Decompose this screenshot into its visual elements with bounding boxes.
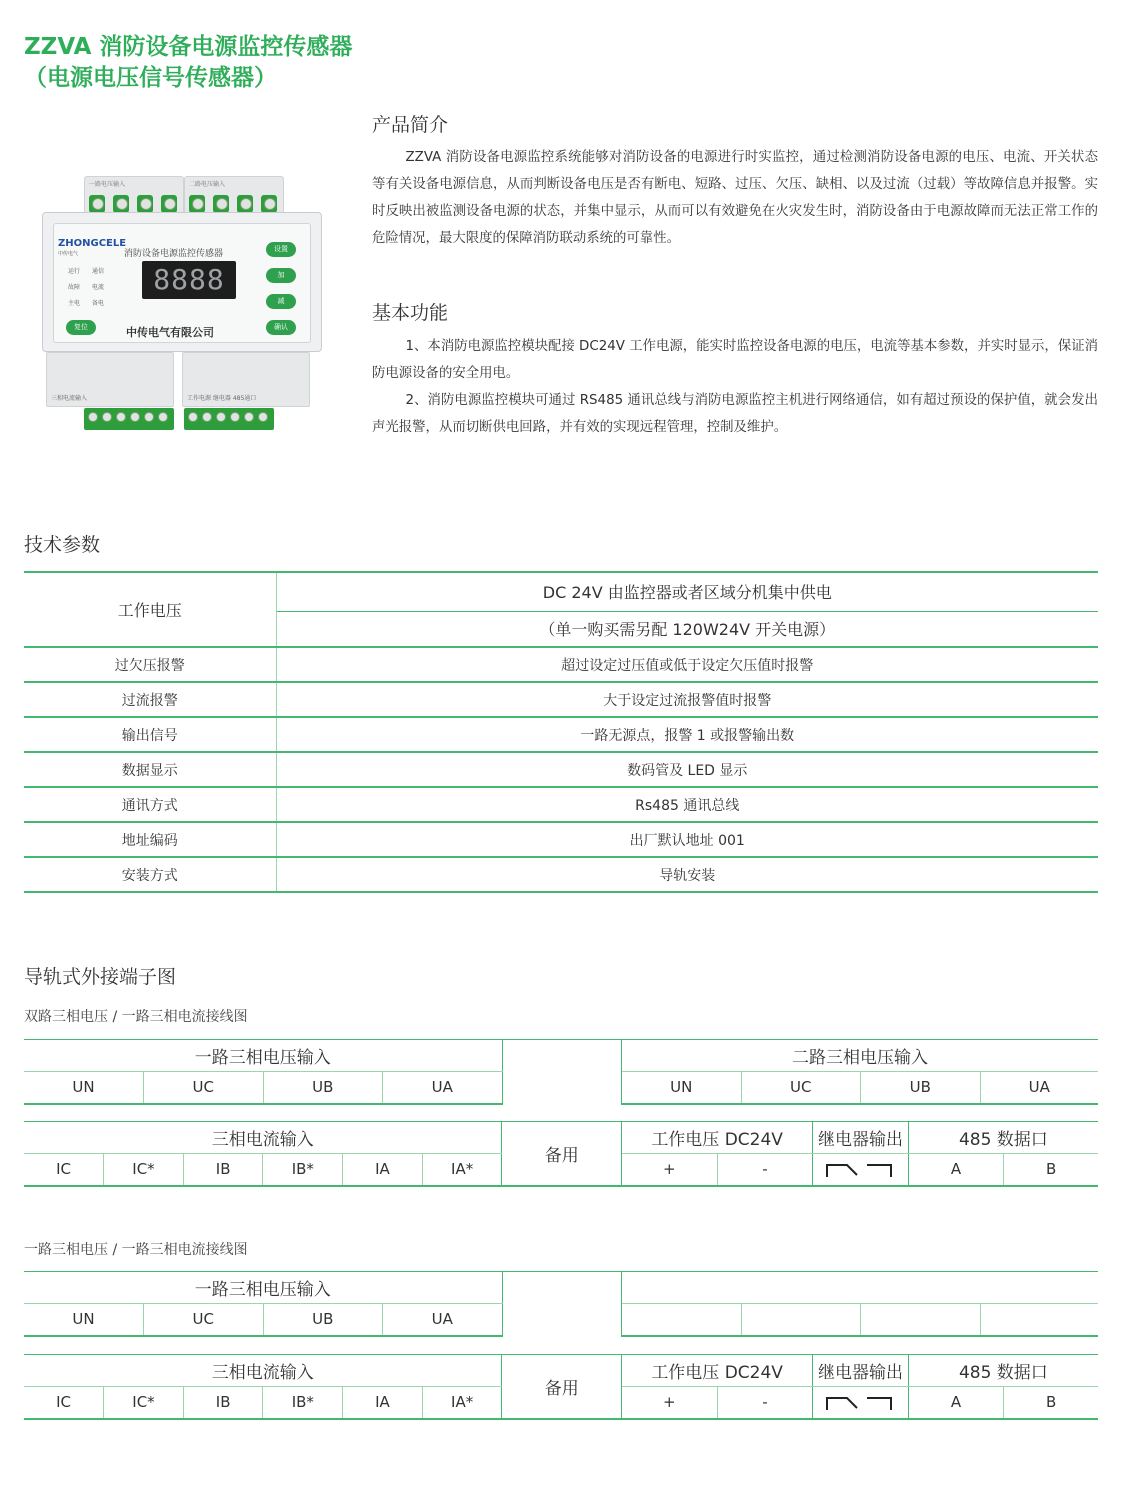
terminal-label: IA [343,1154,423,1186]
function-item-1: 1、本消防电源监控模块配接 DC24V 工作电源，能实时监控设备电源的电压，电流等基本参数，并实时显示，保证消防电源设备的安全用电。 [372,339,1098,381]
bottom-terminal-row-left [84,408,174,430]
terminal-label: IA* [422,1154,502,1186]
terminal-label: - [717,1154,813,1186]
voltage-2-head: 二路三相电压输入 [622,1040,1099,1072]
device-plus-button: 加 [266,268,296,283]
terminal-screw [113,195,129,213]
terminal-label: IA* [422,1387,502,1419]
device-name: 消防设备电源监控传感器 [124,249,224,259]
param-label: 通讯方式 [24,787,276,822]
power-head: 工作电压 DC24V [622,1355,813,1387]
terminal-screw [161,195,177,213]
terminal-screw [213,195,229,213]
terminal-screw [137,195,153,213]
terminal-label: A [908,1387,1004,1419]
terminal-label: UB [861,1072,981,1104]
params-heading: 技术参数 [24,534,101,556]
diagram-2-title: 一路三相电压 / 一路三相电流接线图 [24,1242,248,1258]
empty-cell [861,1304,981,1336]
relay-head: 继电器输出 [813,1355,909,1387]
param-label: 地址编码 [24,822,276,857]
terminal-screw [89,195,105,213]
diagram-1-current-table [24,1121,1098,1187]
terminal-label: UA [980,1072,1098,1104]
terminal-label: IC* [104,1154,184,1186]
terminal-label: - [717,1387,813,1419]
intro-text: ZZVA 消防设备电源监控系统能够对消防设备的电源进行时实监控，通过检测消防设备电源的电压、电流、开关状态等有关设备电源信息，从而判断设备电压是否有断电、短路、过压、欠压、缺相、以及过流（过载）等故障信息并报警。实时反映出被监测设备电源的状态，并集中显示，从而可以有效避免在火灾发生时，消防设备由于电源故障而无法正常工作的危险情况，最大限度的保障消防联动系统的可靠性。 [372,150,1098,246]
param-value: 大于设定过流报警值时报警 [276,682,1098,717]
top-right-terminal-label: 二路电压输入 [189,181,226,188]
power-head: 工作电压 DC24V [622,1122,813,1154]
empty-cell [980,1304,1098,1336]
terminal-label: A [908,1154,1004,1186]
relay-symbol [813,1387,909,1419]
terminal-label: + [622,1387,718,1419]
terminal-screw [261,195,277,213]
param-label: 过欠压报警 [24,647,276,682]
table-row [24,857,1098,892]
param-value: （单一购买需另配 120W24V 开关电源） [276,611,1098,647]
terminal-label: UN [24,1304,144,1336]
table-row [24,572,1098,611]
spare-label: 备用 [502,1355,622,1419]
brand-logo-sub: 中传电气 [58,251,79,257]
param-label: 过流报警 [24,682,276,717]
param-label: 安装方式 [24,857,276,892]
terminal-screw [237,195,253,213]
param-value: Rs485 通讯总线 [276,787,1098,822]
terminal-label: IC [24,1387,104,1419]
led-label: 故障 [68,284,81,291]
top-right-terminal-block [184,176,284,216]
device-bottom [46,352,318,437]
terminal-label: UA [383,1072,503,1104]
param-value: 导轨安装 [276,857,1098,892]
bottom-right-label: 工作电源 继电器 485通口 [187,395,257,402]
empty-cell [741,1304,861,1336]
intro-heading: 产品简介 [372,114,449,136]
relay-contact-icon [825,1395,895,1411]
spare-label: 备用 [502,1122,622,1186]
title-line-1: ZZVA 消防设备电源监控传感器 [24,34,353,60]
diagram-2-voltage-table [24,1271,1098,1337]
diagram-2-current-table [24,1354,1098,1420]
led-label: 运行 [68,268,81,275]
terminal-label: + [622,1154,718,1186]
param-value: 一路无源点，报警 1 或报警输出数 [276,717,1098,752]
bottom-terminal-row-right [184,408,274,430]
page-title [24,32,352,94]
terminal-screw [189,195,205,213]
device-confirm-button: 确认 [266,320,296,335]
terminal-label: UB [263,1072,383,1104]
terminal-label: UN [24,1072,144,1104]
terminal-label: IB* [263,1387,343,1419]
device-company: 中传电气有限公司 [126,326,214,339]
terminal-label: IB [183,1387,263,1419]
param-value: 超过设定过压值或低于设定欠压值时报警 [276,647,1098,682]
diagram-1-title: 双路三相电压 / 一路三相电流接线图 [24,1009,248,1025]
led-label: 备电 [92,300,105,307]
title-line-2: （电源电压信号传感器） [24,65,277,91]
rs485-head: 485 数据口 [908,1355,1098,1387]
product-image [38,172,326,437]
voltage-1-head: 一路三相电压输入 [24,1272,502,1304]
terminal-label: UN [622,1072,742,1104]
terminal-label: B [1004,1154,1098,1186]
diagram-1-voltage-table [24,1039,1098,1105]
empty-cell [622,1304,742,1336]
terminal-label: B [1004,1387,1098,1419]
functions-heading: 基本功能 [372,302,449,324]
table-row [24,787,1098,822]
wiring-heading: 导轨式外接端子图 [24,966,177,988]
device-body [42,212,322,352]
terminal-label: UC [741,1072,861,1104]
param-label: 数据显示 [24,752,276,787]
table-row [24,717,1098,752]
rs485-head: 485 数据口 [908,1122,1098,1154]
relay-symbol [813,1154,909,1186]
param-value: 数码管及 LED 显示 [276,752,1098,787]
function-item-2: 2、消防电源监控模块可通过 RS485 通讯总线与消防电源监控主机进行网络通信，如有超过预设的保护值，就会发出声光报警，从而切断供电回路，并有效的实现远程管理，控制及维护。 [372,393,1098,435]
current-head: 三相电流输入 [24,1355,502,1387]
param-value: 出厂默认地址 001 [276,822,1098,857]
top-left-terminal-label: 一路电压输入 [89,181,126,188]
terminal-label: IC [24,1154,104,1186]
relay-contact-icon [825,1162,895,1178]
voltage-gap [502,1040,622,1104]
voltage-gap [502,1272,622,1336]
top-left-terminal-block [84,176,184,216]
led-label: 主电 [68,300,81,307]
param-label: 输出信号 [24,717,276,752]
params-table [24,571,1098,893]
led-label: 通信 [92,268,105,275]
table-row [24,822,1098,857]
terminal-label: IC* [104,1387,184,1419]
terminal-label: UB [263,1304,383,1336]
device-reset-button: 复位 [66,320,96,335]
param-label: 工作电压 [24,572,276,647]
terminal-label: UA [383,1304,503,1336]
led-label: 电流 [92,284,105,291]
empty-cell [622,1272,1099,1304]
terminal-label: IA [343,1387,423,1419]
device-minus-button: 减 [266,294,296,309]
param-value: DC 24V 由监控器或者区域分机集中供电 [276,572,1098,611]
led-display: 8888 [142,261,236,299]
bottom-left-label: 三相电流输入 [51,395,88,402]
terminal-label: IB [183,1154,263,1186]
table-row [24,647,1098,682]
table-row [24,752,1098,787]
relay-head: 继电器输出 [813,1122,909,1154]
bottom-right-block [182,352,310,407]
device-set-button: 设置 [266,242,296,257]
table-row [24,682,1098,717]
brand-logo: ZHONGCELE [58,238,127,249]
current-head: 三相电流输入 [24,1122,502,1154]
terminal-label: IB* [263,1154,343,1186]
terminal-label: UC [144,1304,264,1336]
voltage-1-head: 一路三相电压输入 [24,1040,502,1072]
terminal-label: UC [144,1072,264,1104]
bottom-left-block [46,352,174,407]
device-front-panel [53,223,311,343]
